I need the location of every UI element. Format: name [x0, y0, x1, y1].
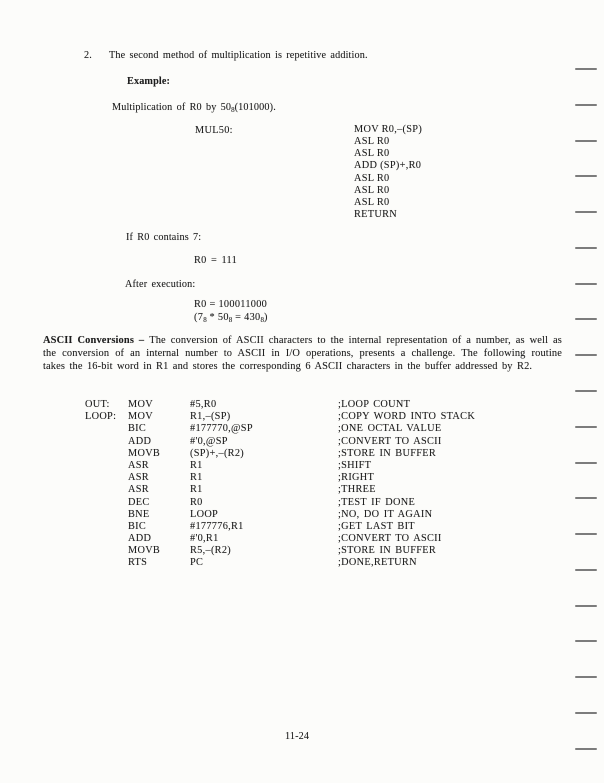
listing-comment: ;STORE IN BUFFER [338, 545, 437, 557]
listing-operand: R5,–(R2) [190, 545, 232, 557]
code-line: RETURN [354, 208, 397, 220]
margin-mark [575, 140, 597, 142]
listing-opcode: ASR [128, 472, 149, 484]
listing-comment: ;CONVERT TO ASCII [338, 435, 442, 447]
octal-subscript: 8 [231, 106, 235, 114]
list-item-number: 2. [84, 50, 92, 61]
listing-row [85, 423, 475, 435]
equation-part: = 430 [232, 311, 261, 323]
mul50-code-block [354, 124, 422, 221]
code-line: ASL R0 [354, 172, 390, 184]
listing-comment: ;COPY WORD INTO STACK [338, 411, 476, 423]
listing-comment: ;DONE,RETURN [338, 557, 417, 569]
multiplication-line [112, 101, 276, 117]
code-line: ASL R0 [354, 196, 390, 208]
margin-mark [575, 354, 597, 356]
listing-opcode: MOV [128, 411, 153, 423]
listing-row [85, 521, 475, 533]
listing-label [85, 423, 128, 435]
assembly-listing [85, 399, 475, 570]
listing-opcode: MOVB [128, 545, 161, 557]
listing-operand: R1,–(SP) [190, 411, 231, 423]
listing-operand: (SP)+,–(R2) [190, 447, 245, 459]
listing-opcode: MOV [128, 399, 153, 410]
margin-mark [575, 175, 597, 177]
listing-operand: PC [190, 557, 204, 569]
margin-mark [575, 68, 597, 70]
margin-mark [575, 605, 597, 607]
listing-operand: #'0,@SP [190, 435, 228, 447]
code-line: ASL R0 [354, 184, 390, 196]
margin-mark [575, 748, 597, 750]
listing-label [85, 533, 128, 545]
octal-equation [194, 312, 268, 325]
listing-label [85, 448, 128, 460]
listing-opcode: BNE [128, 508, 150, 520]
paragraph-lead: ASCII Conversions – [43, 335, 150, 346]
listing-comment: ;RIGHT [338, 472, 375, 484]
equation-part: ) [263, 311, 268, 323]
listing-label [85, 484, 128, 496]
listing-opcode: ADD [128, 435, 152, 447]
listing-label: LOOP: [85, 411, 117, 423]
octal-subscript: 8 [203, 315, 207, 324]
equation-part: * 50 [206, 311, 229, 323]
listing-operand: LOOP [190, 508, 219, 520]
listing-comment: ;GET LAST BIT [338, 520, 415, 532]
paragraph-body: The conversion of ASCII characters to the internal representation of a number, as well as the conversion of an internal number to ASCII in I/O operations, presents a challenge. The following routine takes the 16-bit word in R1 and stores the corresponding 6 ASCII characters in the buffer addressed by R2. [43, 335, 563, 373]
margin-mark [575, 318, 597, 320]
listing-row [85, 533, 475, 545]
listing-row [85, 436, 475, 448]
listing-operand: #177776,R1 [190, 520, 244, 532]
listing-comment: ;LOOP COUNT [338, 399, 411, 410]
listing-row [85, 411, 475, 423]
listing-label [85, 497, 128, 509]
margin-mark [575, 533, 597, 535]
margin-mark [575, 283, 597, 285]
margin-mark [575, 211, 597, 213]
listing-label [85, 521, 128, 533]
listing-label: OUT: [85, 399, 110, 410]
ascii-conversions-paragraph [43, 334, 562, 373]
listing-opcode: ASR [128, 484, 149, 496]
margin-mark [575, 712, 597, 714]
listing-comment: ;TEST IF DONE [338, 496, 416, 508]
listing-comment: ;THREE [338, 484, 376, 496]
equation-part: (7 [194, 311, 204, 323]
listing-comment: ;CONVERT TO ASCII [338, 533, 442, 545]
listing-label [85, 436, 128, 448]
listing-operand: #177770,@SP [190, 423, 253, 435]
if-r0-heading: If R0 contains 7: [126, 232, 202, 243]
listing-opcode: BIC [128, 520, 147, 532]
listing-operand: #5,R0 [190, 399, 217, 410]
code-line: ASL R0 [354, 148, 390, 160]
listing-opcode: MOVB [128, 447, 161, 459]
code-line: ASL R0 [354, 136, 390, 148]
listing-row [85, 399, 475, 411]
listing-row [85, 448, 475, 460]
octal-subscript: 8 [228, 315, 233, 324]
code-line: ADD (SP)+,R0 [354, 160, 422, 172]
listing-opcode: RTS [128, 557, 148, 569]
list-item-text: The second method of multiplication is repetitive addition. [109, 50, 368, 61]
listing-opcode: ADD [128, 533, 152, 545]
listing-label [85, 460, 128, 472]
listing-operand: R0 [190, 496, 203, 508]
code-line: MOV R0,–(SP) [354, 124, 423, 135]
listing-row [85, 557, 475, 569]
listing-comment: ;NO, DO IT AGAIN [338, 508, 433, 520]
margin-mark [575, 676, 597, 678]
listing-row [85, 545, 475, 557]
listing-operand: R1 [190, 472, 203, 484]
page-number: 11-24 [285, 731, 310, 742]
listing-operand: #'0,R1 [190, 533, 219, 545]
listing-row [85, 509, 475, 521]
listing-row [85, 460, 475, 472]
listing-comment: ;ONE OCTAL VALUE [338, 423, 442, 435]
listing-opcode: DEC [128, 496, 150, 508]
mul50-label: MUL50: [195, 125, 233, 136]
listing-operand: R1 [190, 459, 203, 471]
listing-label [85, 557, 128, 569]
listing-label [85, 509, 128, 521]
margin-mark [575, 390, 597, 392]
example-heading: Example: [127, 76, 171, 87]
margin-mark [575, 497, 597, 499]
margin-mark [575, 426, 597, 428]
margin-mark [575, 569, 597, 571]
multiplication-suffix: (101000). [234, 102, 276, 113]
multiplication-prefix: Multiplication of R0 by 50 [112, 102, 232, 113]
after-execution-result [194, 299, 268, 324]
if-r0-value: R0 = 111 [194, 255, 238, 266]
margin-mark [575, 247, 597, 249]
listing-row [85, 497, 475, 509]
listing-row [85, 484, 475, 496]
octal-subscript: 8 [260, 315, 264, 324]
listing-label [85, 545, 128, 557]
listing-comment: ;SHIFT [338, 459, 372, 471]
listing-row [85, 472, 475, 484]
after-execution-heading: After execution: [125, 279, 196, 290]
listing-operand: R1 [190, 484, 203, 496]
listing-opcode: BIC [128, 423, 147, 435]
margin-mark [575, 462, 597, 464]
listing-comment: ;STORE IN BUFFER [338, 447, 437, 459]
margin-mark [575, 640, 597, 642]
result-value: R0 = 100011000 [194, 299, 268, 310]
listing-label [85, 472, 128, 484]
margin-mark [575, 104, 597, 106]
list-item-2 [84, 49, 368, 62]
listing-opcode: ASR [128, 459, 149, 471]
